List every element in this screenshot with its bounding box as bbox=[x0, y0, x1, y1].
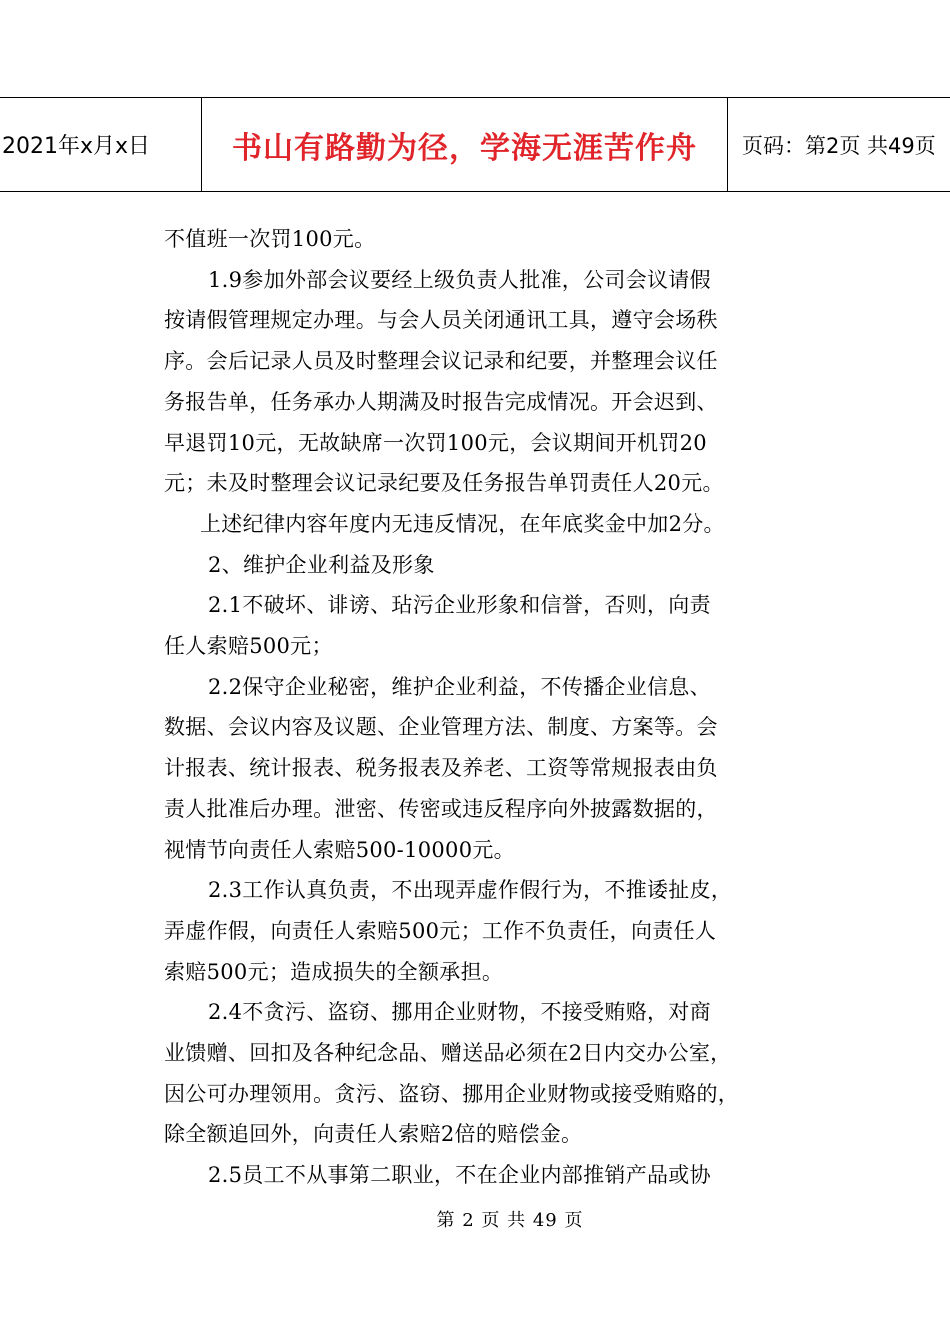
body-line: 弄虚作假，向责任人索赔500元；工作不负责任，向责任人 bbox=[164, 918, 717, 943]
body-line: 任人索赔500元； bbox=[164, 634, 333, 659]
header-motto: 书山有路勤为径，学海无涯苦作舟 bbox=[201, 98, 728, 191]
body-line: 1.9参加外部会议要经上级负责人批准，公司会议请假 bbox=[208, 267, 711, 292]
body-line: 务报告单，任务承办人期满及时报告完成情况。开会迟到、 bbox=[164, 389, 718, 414]
body-line: 业馈赠、回扣及各种纪念品、赠送品必须在2日内交办公室， bbox=[164, 1041, 732, 1066]
body-line: 不值班一次罚100元。 bbox=[164, 227, 376, 251]
body-line: 责人批准后办理。泄密、传密或违反程序向外披露数据的， bbox=[164, 796, 718, 821]
section-heading: 2、维护企业利益及形象 bbox=[208, 552, 435, 577]
body-line: 上述纪律内容年度内无违反情况，在年底奖金中加2分。 bbox=[200, 511, 725, 536]
body-line: 早退罚10元，无故缺席一次罚100元，会议期间开机罚20 bbox=[164, 430, 707, 455]
body-line: 按请假管理规定办理。与会人员关闭通讯工具，遵守会场秩 bbox=[164, 308, 718, 333]
body-line: 索赔500元；造成损失的全额承担。 bbox=[164, 959, 504, 984]
body-line: 2.2保守企业秘密，维护企业利益，不传播企业信息、 bbox=[208, 674, 711, 699]
footer-page-number: 第 2 页 共 49 页 bbox=[436, 1210, 584, 1231]
body-line: 计报表、统计报表、税务报表及养老、工资等常规报表由负 bbox=[164, 756, 718, 781]
body-line: 元；未及时整理会议记录纪要及任务报告单罚责任人20元。 bbox=[164, 471, 724, 496]
page-header bbox=[0, 97, 950, 192]
body-line: 2.5员工不从事第二职业，不在企业内部推销产品或协 bbox=[208, 1163, 711, 1188]
body-line: 2.1不破坏、诽谤、玷污企业形象和信誉，否则，向责 bbox=[208, 593, 711, 618]
body-line: 视情节向责任人索赔500-10000元。 bbox=[164, 837, 515, 862]
document-body bbox=[164, 219, 804, 1196]
header-page-number: 页码：第2页 共49页 bbox=[742, 133, 936, 158]
body-line: 数据、会议内容及议题、企业管理方法、制度、方案等。会 bbox=[164, 715, 718, 740]
header-date: 2021年x月x日 bbox=[2, 134, 151, 159]
body-line: 2.3工作认真负责，不出现弄虚作假行为，不推诿扯皮， bbox=[208, 878, 733, 903]
body-line: 2.4不贪污、盗窃、挪用企业财物，不接受贿赂，对商 bbox=[208, 1000, 711, 1025]
body-line: 除全额追回外，向责任人索赔2倍的赔偿金。 bbox=[164, 1122, 583, 1147]
body-line: 因公可办理领用。贪污、盗窃、挪用企业财物或接受贿赂的， bbox=[164, 1081, 740, 1106]
page-footer bbox=[0, 1206, 950, 1232]
body-line: 序。会后记录人员及时整理会议记录和纪要，并整理会议任 bbox=[164, 349, 718, 374]
